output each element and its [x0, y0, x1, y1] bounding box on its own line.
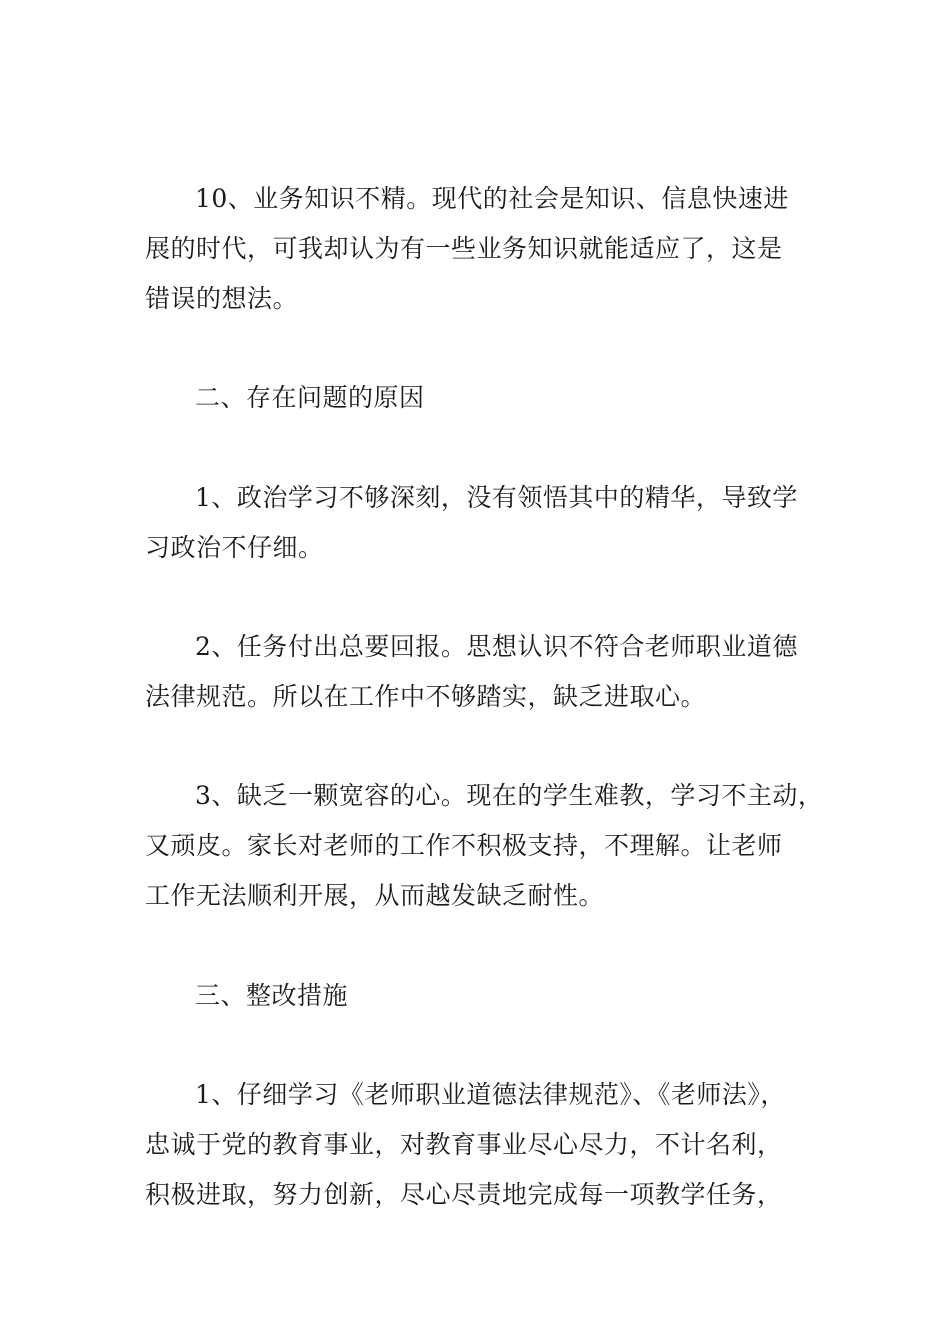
paragraph-cause-2: [145, 622, 825, 722]
text-line: 1、仔细学习《老师职业道德法律规范》、《老师法》，: [195, 1080, 786, 1109]
paragraph-cause-1: [145, 473, 825, 573]
heading-line: 三、整改措施: [195, 981, 349, 1010]
text-line: 又顽皮。家长对老师的工作不积极支持，不理解。让老师: [145, 831, 783, 860]
text-line: 法律规范。所以在工作中不够踏实，缺乏进取心。: [145, 682, 707, 711]
text-line: 积极进取，努力创新，尽心尽责地完成每一项教学任务，: [145, 1180, 783, 1209]
text-line: 2、任务付出总要回报。思想认识不符合老师职业道德: [195, 632, 798, 661]
paragraph-item-10-knowledge: [145, 174, 825, 324]
section-heading-measures: [145, 971, 825, 1021]
text-line: 习政治不仔细。: [145, 533, 324, 562]
text-line: 工作无法顺利开展，从而越发缺乏耐性。: [145, 881, 605, 910]
text-line: 10、业务知识不精。现代的社会是知识、信息快速进: [195, 184, 789, 213]
text-line: 1、政治学习不够深刻，没有领悟其中的精华，导致学: [195, 483, 798, 512]
text-line: 展的时代，可我却认为有一些业务知识就能适应了，这是: [145, 234, 783, 263]
text-line: 忠诚于党的教育事业，对教育事业尽心尽力，不计名利，: [145, 1130, 783, 1159]
text-line: 错误的想法。: [145, 284, 299, 313]
heading-line: 二、存在问题的原因: [195, 383, 425, 412]
text-line: 3、缺乏一颗宽容的心。现在的学生难教，学习不主动，: [195, 781, 824, 810]
section-heading-causes: [145, 373, 825, 423]
paragraph-measure-1: [145, 1070, 825, 1220]
paragraph-cause-3: [145, 771, 825, 921]
